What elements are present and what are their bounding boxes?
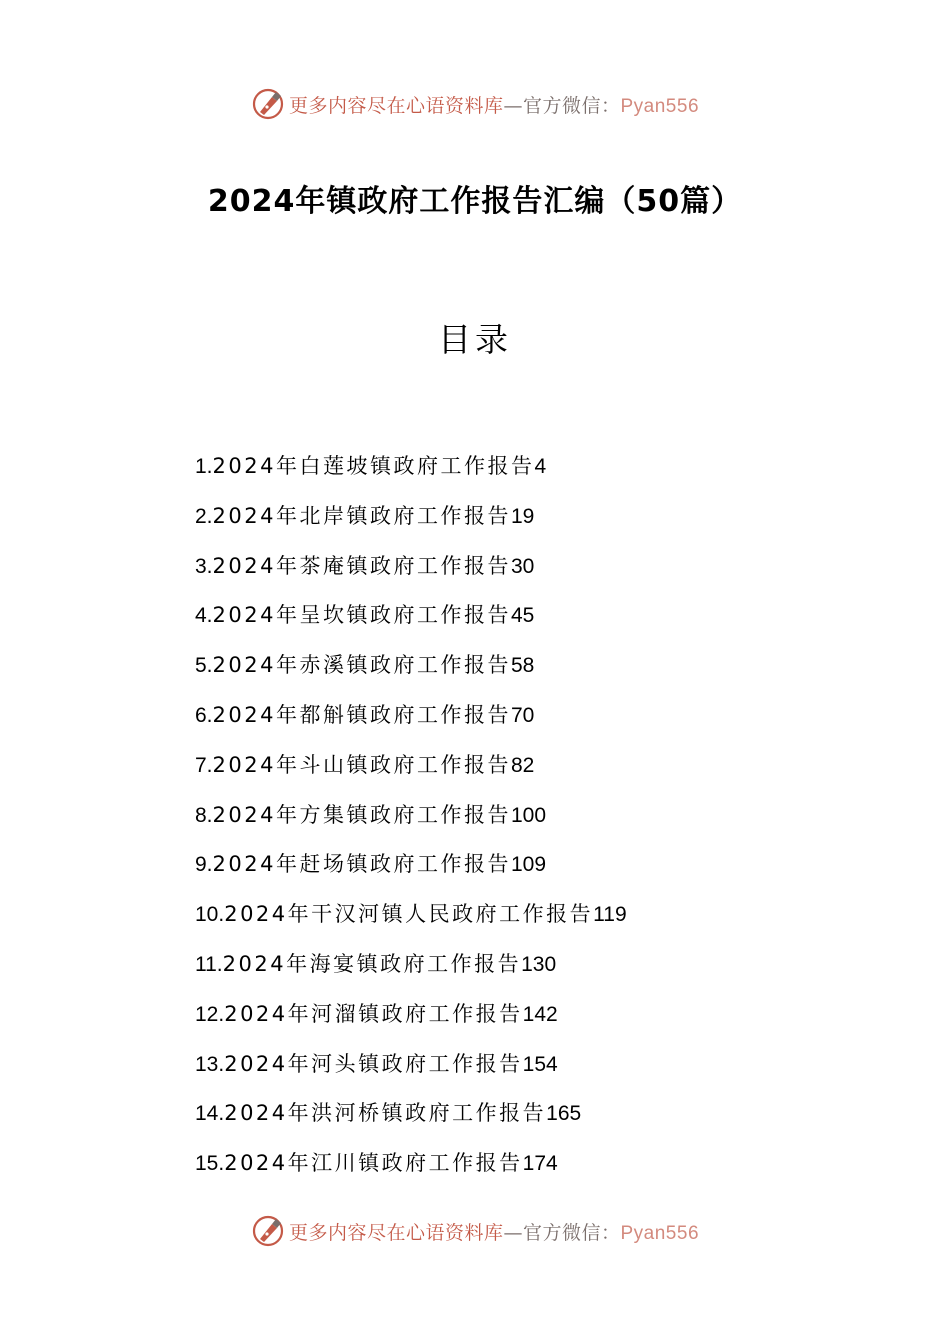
toc-item-title: 2024年斗山镇政府工作报告 bbox=[212, 752, 511, 777]
toc-item-index: 14. bbox=[195, 1102, 225, 1126]
toc-item[interactable] bbox=[195, 695, 627, 745]
document-title: 2024年镇政府工作报告汇编（50篇） bbox=[207, 184, 743, 219]
toc-item-title: 2024年北岸镇政府工作报告 bbox=[212, 503, 511, 528]
toc-item[interactable] bbox=[195, 844, 627, 894]
toc-item-page: 4 bbox=[534, 455, 547, 478]
toc-item-title: 2024年方集镇政府工作报告 bbox=[212, 802, 511, 827]
toc-item[interactable] bbox=[195, 745, 627, 795]
toc-item-page: 165 bbox=[546, 1102, 582, 1126]
toc-item-index: 8. bbox=[195, 803, 213, 827]
toc-item-page: 70 bbox=[510, 703, 535, 727]
toc-item-title: 2024年赶场镇政府工作报告 bbox=[212, 852, 511, 877]
toc-item-page: 82 bbox=[510, 753, 535, 777]
toc-item-index: 11. bbox=[195, 952, 223, 976]
toc-list bbox=[195, 446, 627, 1193]
header-watermark bbox=[0, 84, 950, 124]
toc-item[interactable] bbox=[195, 496, 627, 546]
toc-item[interactable] bbox=[195, 994, 627, 1044]
footer-watermark bbox=[0, 1211, 950, 1251]
toc-item-title: 2024年赤溪镇政府工作报告 bbox=[212, 653, 511, 678]
toc-item[interactable] bbox=[195, 894, 627, 944]
toc-item[interactable] bbox=[195, 1044, 627, 1094]
toc-item-title: 2024年呈坎镇政府工作报告 bbox=[212, 603, 511, 628]
toc-item-title: 2024年茶庵镇政府工作报告 bbox=[212, 553, 511, 578]
toc-item-page: 19 bbox=[510, 504, 535, 528]
watermark-text: 更多内容尽在心语资料库—官方微信：Pyan556 bbox=[288, 1221, 700, 1244]
toc-item-index: 1. bbox=[195, 455, 213, 478]
toc-item-page: 154 bbox=[522, 1052, 558, 1076]
toc-item-index: 15. bbox=[195, 1152, 225, 1176]
toc-item-index: 2. bbox=[195, 504, 213, 528]
toc-item-title: 2024年洪河桥镇政府工作报告 bbox=[224, 1101, 547, 1126]
toc-item[interactable] bbox=[195, 546, 627, 596]
pen-nib-logo-icon bbox=[251, 87, 285, 121]
toc-item-index: 5. bbox=[195, 654, 213, 678]
toc-item-title: 2024年白莲坡镇政府工作报告 bbox=[212, 454, 535, 478]
toc-item-title: 2024年河溜镇政府工作报告 bbox=[224, 1001, 523, 1026]
toc-item-index: 3. bbox=[195, 554, 213, 578]
toc-item[interactable] bbox=[195, 595, 627, 645]
toc-item-title: 2024年江川镇政府工作报告 bbox=[224, 1151, 523, 1176]
toc-item-page: 119 bbox=[593, 903, 627, 927]
toc-item-page: 130 bbox=[521, 952, 557, 976]
toc-item-page: 58 bbox=[510, 654, 535, 678]
toc-item-page: 30 bbox=[510, 554, 535, 578]
toc-item[interactable] bbox=[195, 1143, 627, 1193]
watermark-text: 更多内容尽在心语资料库—官方微信：Pyan556 bbox=[288, 94, 700, 117]
toc-item-title: 2024年海宴镇政府工作报告 bbox=[222, 951, 522, 976]
toc-item-index: 4. bbox=[195, 604, 213, 628]
toc-item-page: 174 bbox=[522, 1152, 558, 1176]
toc-item-title: 2024年河头镇政府工作报告 bbox=[224, 1051, 523, 1076]
toc-item-page: 100 bbox=[510, 803, 547, 827]
toc-item-index: 7. bbox=[195, 753, 213, 777]
toc-item-index: 9. bbox=[195, 853, 213, 877]
toc-item-index: 12. bbox=[195, 1002, 225, 1026]
toc-heading: 目录 bbox=[438, 320, 512, 359]
toc-item[interactable] bbox=[195, 1093, 627, 1143]
toc-item-page: 45 bbox=[510, 604, 535, 628]
toc-item-title: 2024年干汉河镇人民政府工作报告 bbox=[224, 902, 594, 927]
toc-item[interactable] bbox=[195, 645, 627, 695]
toc-item-index: 13. bbox=[195, 1052, 225, 1076]
toc-item-index: 10. bbox=[195, 903, 225, 927]
toc-item-page: 109 bbox=[510, 853, 547, 877]
toc-item[interactable] bbox=[195, 944, 627, 994]
toc-item-page: 142 bbox=[522, 1002, 558, 1026]
toc-item-title: 2024年都斛镇政府工作报告 bbox=[212, 702, 511, 727]
toc-item-index: 6. bbox=[195, 703, 213, 727]
toc-item[interactable] bbox=[195, 446, 627, 496]
toc-item[interactable] bbox=[195, 795, 627, 845]
pen-nib-logo-icon bbox=[251, 1214, 285, 1248]
